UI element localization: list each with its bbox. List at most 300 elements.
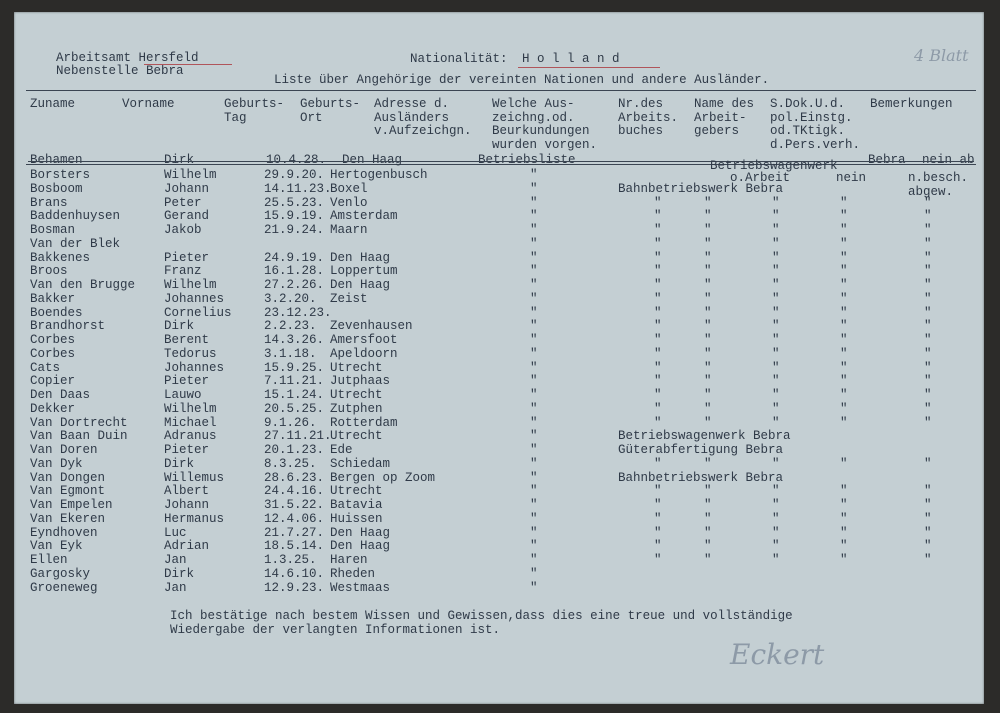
column-header-8-line-2: od.TKtigk.: [770, 124, 846, 138]
column-header-8-line-0: S.Dok.U.d.: [770, 97, 846, 111]
birth-place-cell: Den Haag: [330, 539, 391, 554]
birth-place-cell: Ede: [330, 443, 353, 457]
ditto-mark: ": [772, 539, 780, 554]
ditto-mark: ": [772, 360, 780, 375]
column-header-8-line-1: pol.Einstg.: [770, 110, 853, 125]
birth-date-cell: 12.4.06.: [264, 511, 325, 526]
ditto-mark: ": [704, 264, 712, 279]
birth-date-cell: 29.9.20.: [264, 168, 325, 182]
ditto-mark: ": [924, 456, 932, 471]
birth-place-cell: Jutphaas: [330, 374, 391, 389]
ditto-mark: ": [530, 346, 538, 361]
column-header-5-line-1: zeichng.od.: [492, 110, 575, 125]
ditto-mark: ": [530, 319, 538, 334]
first-name-cell: Peter: [164, 195, 202, 210]
nationality-label: Nationalität:: [410, 52, 508, 66]
table-row: [14, 251, 984, 265]
ditto-mark: ": [924, 223, 932, 237]
ditto-mark: ": [772, 401, 780, 416]
table-row: [14, 388, 984, 402]
ditto-mark: ": [530, 498, 538, 512]
ditto-mark: ": [530, 580, 538, 595]
column-header-2-line-1: Tag: [224, 110, 247, 125]
surname-cell: Bosman: [30, 223, 76, 237]
ditto-mark: ": [704, 456, 712, 471]
surname-cell: Cats: [30, 360, 61, 375]
ditto-mark: ": [840, 374, 848, 389]
first-name-cell: Dirk: [164, 566, 195, 581]
signature: Eckert: [730, 638, 825, 671]
table-row: [14, 264, 984, 278]
birth-place-cell: Boxel: [330, 181, 368, 196]
column-header-7-line-0: Name des: [694, 97, 755, 111]
ditto-mark: ": [654, 525, 662, 540]
birth-date-cell: 21.9.24.: [264, 223, 325, 237]
ditto-mark: ": [840, 539, 848, 554]
office-line-1: Arbeitsamt Hersfeld: [56, 51, 199, 65]
ditto-mark: ": [840, 264, 848, 279]
ditto-mark: ": [840, 346, 848, 361]
birth-date-cell: 18.5.14.: [264, 539, 325, 554]
ditto-mark: ": [530, 401, 538, 416]
birth-place-cell: Westmaas: [330, 580, 391, 595]
ditto-mark: ": [654, 291, 662, 306]
first-name-cell: Jan: [164, 580, 187, 595]
first-name-cell: Wilhelm: [164, 278, 217, 292]
table-row: [14, 306, 984, 320]
header-top-rule: [26, 90, 976, 91]
table-row: [14, 292, 984, 306]
column-header-3-line-0: Geburts-: [300, 97, 361, 111]
table-row: [14, 333, 984, 347]
ditto-mark: ": [772, 346, 780, 361]
birth-place-cell: Bergen op Zoom: [330, 470, 436, 485]
birth-date-cell: 3.1.18.: [264, 346, 317, 361]
ditto-mark: ": [704, 415, 712, 430]
ditto-mark: ": [654, 278, 662, 292]
first-name-cell: Gerand: [164, 209, 210, 224]
ditto-mark: ": [924, 360, 932, 375]
first-row-remark-2: abgew.: [908, 185, 954, 199]
ditto-mark: ": [530, 553, 538, 567]
ditto-mark: ": [704, 553, 712, 567]
table-row: [14, 361, 984, 375]
birth-place-cell: Schiedam: [330, 456, 391, 471]
surname-cell: Baddenhuysen: [30, 209, 121, 224]
employer-note: Bahnbetriebswerk Bebra: [618, 181, 784, 196]
table-row: [14, 443, 984, 457]
ditto-mark: ": [924, 250, 932, 265]
table-row: [14, 457, 984, 471]
table-row: [14, 182, 984, 196]
table-row: [14, 498, 984, 512]
first-name-cell: Cornelius: [164, 305, 232, 320]
first-row-cell-3: Den Haag: [342, 153, 403, 167]
surname-cell: Van Empelen: [30, 498, 113, 512]
office-underline: [144, 64, 232, 65]
column-header-7-line-2: gebers: [694, 124, 740, 138]
ditto-mark: ": [772, 223, 780, 237]
column-header-4-line-1: Ausländers: [374, 110, 450, 125]
surname-cell: Den Daas: [30, 388, 91, 402]
surname-cell: Eyndhoven: [30, 525, 98, 540]
surname-cell: Van Dyk: [30, 456, 83, 471]
birth-date-cell: 21.7.27.: [264, 525, 325, 540]
first-name-cell: Luc: [164, 525, 187, 540]
birth-date-cell: 25.5.23.: [264, 195, 325, 210]
nationality-underline: [518, 67, 660, 68]
ditto-mark: ": [654, 346, 662, 361]
column-header-7-line-1: Arbeit-: [694, 110, 747, 125]
birth-date-cell: 28.6.23.: [264, 470, 325, 485]
ditto-mark: ": [772, 456, 780, 471]
table-row: [14, 223, 984, 237]
ditto-mark: ": [704, 305, 712, 320]
ditto-mark: ": [772, 291, 780, 306]
birth-place-cell: Hertogenbusch: [330, 168, 428, 182]
ditto-mark: ": [924, 305, 932, 320]
first-name-cell: Jan: [164, 553, 187, 567]
ditto-mark: ": [654, 401, 662, 416]
birth-place-cell: Utrecht: [330, 484, 383, 499]
first-name-cell: Willemus: [164, 470, 225, 485]
table-row: [14, 484, 984, 498]
birth-date-cell: 24.9.19.: [264, 250, 325, 265]
ditto-mark: ": [704, 360, 712, 375]
column-header-2-line-0: Geburts-: [224, 97, 285, 111]
ditto-mark: ": [704, 333, 712, 347]
birth-date-cell: 15.1.24.: [264, 388, 325, 402]
ditto-mark: ": [654, 498, 662, 512]
first-name-cell: Albert: [164, 484, 210, 499]
ditto-mark: ": [772, 278, 780, 292]
ditto-mark: ": [924, 539, 932, 554]
ditto-mark: ": [924, 401, 932, 416]
surname-cell: Bakker: [30, 291, 76, 306]
birth-place-cell: Batavia: [330, 498, 383, 512]
first-name-cell: Pieter: [164, 443, 210, 457]
ditto-mark: ": [840, 525, 848, 540]
table-row: [14, 553, 984, 567]
ditto-mark: ": [840, 250, 848, 265]
birth-date-cell: 15.9.25.: [264, 360, 325, 375]
column-header-8-line-3: d.Pers.verh.: [770, 137, 861, 152]
first-name-cell: Lauwo: [164, 388, 202, 402]
ditto-mark: ": [772, 264, 780, 279]
first-name-cell: Pieter: [164, 374, 210, 389]
birth-date-cell: 14.11.23.: [264, 181, 332, 196]
first-name-cell: Johann: [164, 181, 210, 196]
first-row-cell-2: 10.4.28.: [266, 153, 327, 167]
ditto-mark: ": [530, 388, 538, 402]
ditto-mark: ": [924, 195, 932, 210]
column-header-4-line-0: Adresse d.: [374, 97, 450, 111]
ditto-mark: ": [772, 250, 780, 265]
birth-place-cell: Maarn: [330, 223, 368, 237]
ditto-mark: ": [924, 388, 932, 402]
birth-date-cell: 12.9.23.: [264, 580, 325, 595]
surname-cell: Van Doren: [30, 443, 98, 457]
first-name-cell: Wilhelm: [164, 401, 217, 416]
ditto-mark: ": [704, 195, 712, 210]
birth-date-cell: 1.3.25.: [264, 553, 317, 567]
ditto-mark: ": [704, 539, 712, 554]
ditto-mark: ": [772, 319, 780, 334]
birth-date-cell: 8.3.25.: [264, 456, 317, 471]
ditto-mark: ": [530, 264, 538, 279]
ditto-mark: ": [840, 415, 848, 430]
table-row: [14, 196, 984, 210]
first-row-cell-1: Dirk: [164, 153, 195, 167]
ditto-mark: ": [654, 195, 662, 210]
column-header-9-line-0: Bemerkungen: [870, 97, 953, 111]
ditto-mark: ": [924, 291, 932, 306]
column-header-5-line-0: Welche Aus-: [492, 97, 575, 111]
birth-place-cell: Venlo: [330, 195, 368, 210]
ditto-mark: ": [840, 195, 848, 210]
surname-cell: Groeneweg: [30, 580, 98, 595]
first-name-cell: Jakob: [164, 223, 202, 237]
ditto-mark: ": [772, 388, 780, 402]
first-name-cell: Hermanus: [164, 511, 225, 526]
ditto-mark: ": [840, 209, 848, 224]
ditto-mark: ": [654, 319, 662, 334]
column-header-3-line-1: Ort: [300, 110, 323, 125]
ditto-mark: ": [772, 333, 780, 347]
ditto-mark: ": [654, 456, 662, 471]
birth-date-cell: 20.1.23.: [264, 443, 325, 457]
first-name-cell: Adranus: [164, 429, 217, 444]
birth-place-cell: Zeist: [330, 291, 368, 306]
ditto-mark: ": [840, 236, 848, 251]
surname-cell: Van Eyk: [30, 539, 83, 554]
ditto-mark: ": [530, 181, 538, 196]
column-header-0-line-0: Zuname: [30, 97, 76, 111]
surname-cell: Brandhorst: [30, 319, 106, 334]
surname-cell: Van Baan Duin: [30, 429, 128, 444]
first-name-cell: Pieter: [164, 250, 210, 265]
birth-place-cell: Utrecht: [330, 388, 383, 402]
ditto-mark: ": [530, 168, 538, 182]
first-name-cell: Dirk: [164, 456, 195, 471]
ditto-mark: ": [840, 498, 848, 512]
birth-place-cell: Utrecht: [330, 429, 383, 444]
ditto-mark: ": [840, 223, 848, 237]
birth-place-cell: Amsterdam: [330, 209, 398, 224]
list-title: Liste über Angehörige der vereinten Nationen und andere Ausländer.: [274, 73, 770, 87]
first-name-cell: Johann: [164, 498, 210, 512]
birth-date-cell: 16.1.28.: [264, 264, 325, 279]
ditto-mark: ": [654, 305, 662, 320]
ditto-mark: ": [530, 566, 538, 581]
birth-place-cell: Rotterdam: [330, 415, 398, 430]
ditto-mark: ": [654, 484, 662, 499]
ditto-mark: ": [530, 291, 538, 306]
surname-cell: Gargosky: [30, 566, 91, 581]
surname-cell: Bosboom: [30, 181, 83, 196]
ditto-mark: ": [772, 374, 780, 389]
table-row: [14, 319, 984, 333]
ditto-mark: ": [530, 333, 538, 347]
ditto-mark: ": [530, 470, 538, 485]
surname-cell: Van Egmont: [30, 484, 106, 499]
sheet-note: 4 Blatt: [914, 46, 969, 65]
surname-cell: Van Ekeren: [30, 511, 106, 526]
column-header-6-line-0: Nr.des: [618, 97, 664, 111]
ditto-mark: ": [530, 456, 538, 471]
birth-place-cell: Utrecht: [330, 360, 383, 375]
ditto-mark: ": [840, 511, 848, 526]
surname-cell: Corbes: [30, 333, 76, 347]
ditto-mark: ": [772, 236, 780, 251]
ditto-mark: ": [924, 525, 932, 540]
ditto-mark: ": [924, 553, 932, 567]
table-row: [14, 237, 984, 251]
first-row-cell-6: nein ab: [922, 153, 975, 167]
first-name-cell: Adrian: [164, 539, 210, 554]
ditto-mark: ": [924, 264, 932, 279]
document-sheet: [14, 12, 984, 704]
ditto-mark: ": [530, 209, 538, 224]
ditto-mark: ": [704, 236, 712, 251]
ditto-mark: ": [840, 291, 848, 306]
ditto-mark: ": [704, 388, 712, 402]
birth-place-cell: Apeldoorn: [330, 346, 398, 361]
birth-place-cell: Haren: [330, 553, 368, 567]
ditto-mark: ": [654, 553, 662, 567]
first-row-cell-0: Behamen: [30, 153, 83, 167]
ditto-mark: ": [530, 360, 538, 375]
ditto-mark: ": [924, 319, 932, 334]
ditto-mark: ": [530, 415, 538, 430]
ditto-mark: ": [924, 236, 932, 251]
birth-place-cell: Rheden: [330, 566, 376, 581]
birth-date-cell: 9.1.26.: [264, 415, 317, 430]
birth-place-cell: Zevenhausen: [330, 319, 413, 334]
ditto-mark: ": [772, 525, 780, 540]
ditto-mark: ": [704, 319, 712, 334]
first-name-cell: Berent: [164, 333, 210, 347]
surname-cell: Brans: [30, 195, 68, 210]
ditto-mark: ": [654, 264, 662, 279]
surname-cell: Broos: [30, 264, 68, 279]
birth-place-cell: Amersfoot: [330, 333, 398, 347]
ditto-mark: ": [654, 388, 662, 402]
column-header-5-line-2: Beurkundungen: [492, 124, 590, 138]
ditto-mark: ": [654, 539, 662, 554]
birth-date-cell: 20.5.25.: [264, 401, 325, 416]
surname-cell: Van der Blek: [30, 236, 121, 251]
ditto-mark: ": [924, 333, 932, 347]
table-row: [14, 374, 984, 388]
table-row: [14, 347, 984, 361]
table-row: [14, 209, 984, 223]
table-row: [14, 526, 984, 540]
ditto-mark: ": [840, 319, 848, 334]
birth-place-cell: Den Haag: [330, 525, 391, 540]
table-row: [14, 168, 984, 182]
first-name-cell: Wilhelm: [164, 168, 217, 182]
ditto-mark: ": [704, 223, 712, 237]
employer-note: Betriebswagenwerk Bebra: [618, 429, 791, 444]
ditto-mark: ": [840, 401, 848, 416]
ditto-mark: ": [772, 209, 780, 224]
ditto-mark: ": [924, 498, 932, 512]
birth-date-cell: 24.4.16.: [264, 484, 325, 499]
surname-cell: Borsters: [30, 168, 91, 182]
ditto-mark: ": [924, 511, 932, 526]
ditto-mark: ": [654, 333, 662, 347]
column-header-4-line-2: v.Aufzeichgn.: [374, 124, 472, 138]
ditto-mark: ": [924, 415, 932, 430]
ditto-mark: ": [530, 429, 538, 444]
birth-date-cell: 27.11.21.: [264, 429, 332, 444]
ditto-mark: ": [840, 333, 848, 347]
column-header-1-line-0: Vorname: [122, 97, 175, 111]
first-row-status: nein: [836, 171, 867, 185]
ditto-mark: ": [530, 250, 538, 265]
ditto-mark: ": [654, 511, 662, 526]
first-row-cell-5: Bebra: [868, 153, 906, 167]
ditto-mark: ": [704, 498, 712, 512]
ditto-mark: ": [772, 498, 780, 512]
nationality-value: H o l l a n d: [522, 52, 620, 66]
ditto-mark: ": [530, 278, 538, 292]
ditto-mark: ": [772, 511, 780, 526]
table-row: [14, 581, 984, 595]
birth-place-cell: Zutphen: [330, 401, 383, 416]
surname-cell: Corbes: [30, 346, 76, 361]
ditto-mark: ": [530, 223, 538, 237]
ditto-mark: ": [654, 236, 662, 251]
ditto-mark: ": [530, 484, 538, 499]
column-header-6-line-2: buches: [618, 124, 664, 138]
birth-date-cell: 31.5.22.: [264, 498, 325, 512]
table-row: [14, 429, 984, 443]
surname-cell: Van Dortrecht: [30, 415, 128, 430]
birth-date-cell: 2.2.23.: [264, 319, 317, 334]
birth-place-cell: Huissen: [330, 511, 383, 526]
first-row-employer-2: o.Arbeit: [730, 171, 791, 185]
ditto-mark: ": [924, 278, 932, 292]
ditto-mark: ": [530, 195, 538, 210]
first-name-cell: Tedorus: [164, 346, 217, 361]
ditto-mark: ": [840, 553, 848, 567]
ditto-mark: ": [654, 223, 662, 237]
table-row: [14, 512, 984, 526]
table-row: [14, 471, 984, 485]
first-row-employer: Betriebswagenwerk: [710, 159, 838, 173]
surname-cell: Van den Brugge: [30, 278, 136, 292]
table-row: [14, 539, 984, 553]
first-name-cell: Dirk: [164, 319, 195, 334]
ditto-mark: ": [704, 525, 712, 540]
employer-note: Bahnbetriebswerk Bebra: [618, 470, 784, 485]
birth-date-cell: 7.11.21.: [264, 374, 325, 389]
birth-date-cell: 14.6.10.: [264, 566, 325, 581]
column-header-6-line-1: Arbeits.: [618, 110, 679, 125]
ditto-mark: ": [704, 209, 712, 224]
table-row: [14, 402, 984, 416]
ditto-mark: ": [704, 291, 712, 306]
ditto-mark: ": [772, 305, 780, 320]
ditto-mark: ": [530, 525, 538, 540]
ditto-mark: ": [530, 539, 538, 554]
ditto-mark: ": [924, 346, 932, 361]
ditto-mark: ": [840, 305, 848, 320]
surname-cell: Bakkenes: [30, 250, 91, 265]
ditto-mark: ": [530, 374, 538, 389]
